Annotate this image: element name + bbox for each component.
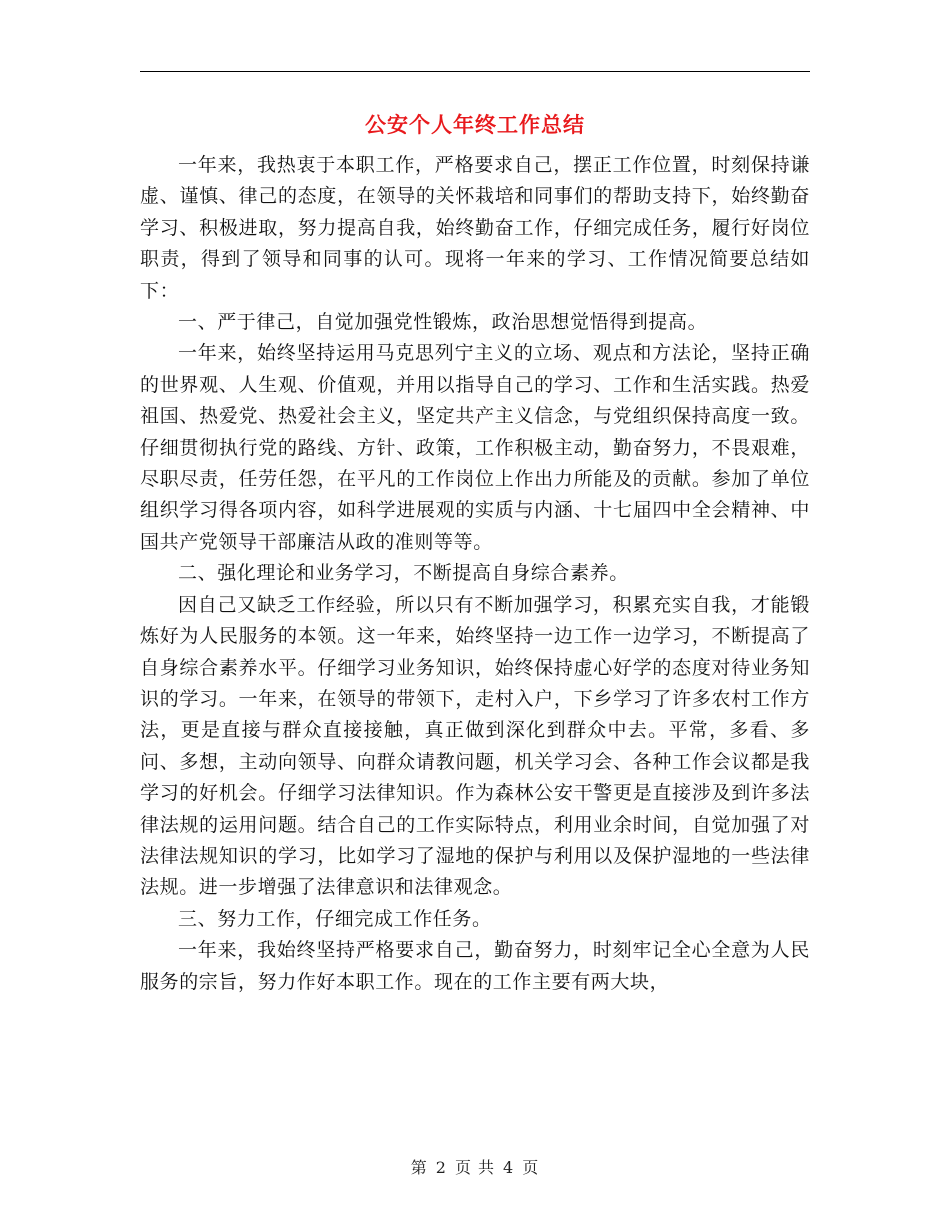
paragraph-section-1: 一年来，始终坚持运用马克思列宁主义的立场、观点和方法论，坚持正确的世界观、人生观、价值观，并用以指导自己的学习、工作和生活实践。热爱祖国、热爱党、热爱社会主义，坚定共产主义信念，与党组织保持高度一致。仔细贯彻执行党的路线、方针、政策，工作积极主动，勤奋努力，不畏艰难，尽职尽责，任劳任怨，在平凡的工作岗位上作出力所能及的贡献。参加了单位组织学习得各项内容，如科学进展观的实质与内涵、十七届四中全会精神、中国共产党领导干部廉洁从政的准则等等。 [140,342,810,553]
footer-prefix: 第 [410,1158,428,1177]
document-title: 公安个人年终工作总结 [365,112,585,137]
footer-mid: 页 共 [454,1158,496,1177]
footer-suffix: 页 [522,1158,540,1177]
footer-current-page: 2 [435,1158,447,1177]
paragraph-intro: 一年来，我热衷于本职工作，严格要求自己，摆正工作位置，时刻保持谦虚、谨慎、律己的态度，在领导的关怀栽培和同事们的帮助支持下，始终勤奋学习、积极进取，努力提高自我，始终勤奋工作，仔细完成任务，履行好岗位职责，得到了领导和同事的认可。现将一年来的学习、工作情况简要总结如下： [140,154,810,302]
section-heading-2: 二、强化理论和业务学习，不断提高自身综合素养。 [178,562,629,585]
paragraph-section-3: 一年来，我始终坚持严格要求自己，勤奋努力，时刻牢记全心全意为人民服务的宗旨，努力作好本职工作。现在的工作主要有两大块， [140,939,810,993]
page-footer [0,1155,950,1178]
footer-total-pages: 4 [503,1158,515,1177]
header-rule [140,71,810,72]
section-heading-1: 一、严于律己，自觉加强党性锻炼，政治思想觉悟得到提高。 [178,311,708,334]
section-heading-3: 三、努力工作，仔细完成工作任务。 [178,907,492,930]
paragraph-section-2: 因自己又缺乏工作经验，所以只有不断加强学习，积累充实自我，才能锻炼好为人民服务的本领。这一年来，始终坚持一边工作一边学习，不断提高了自身综合素养水平。仔细学习业务知识，始终保持虚心好学的态度对待业务知识的学习。一年来，在领导的带领下，走村入户，下乡学习了许多农村工作方法，更是直接与群众直接接触，真正做到深化到群众中去。平常，多看、多问、多想，主动向领导、向群众请教问题，机关学习会、各种工作会议都是我学习的好机会。仔细学习法律知识。作为森林公安干警更是直接涉及到许多法律法规的运用问题。结合自己的工作实际特点，利用业余时间，自觉加强了对法律法规知识的学习，比如学习了湿地的保护与利用以及保护湿地的一些法律法规。进一步增强了法律意识和法律观念。 [140,593,810,899]
document-body [140,150,810,998]
